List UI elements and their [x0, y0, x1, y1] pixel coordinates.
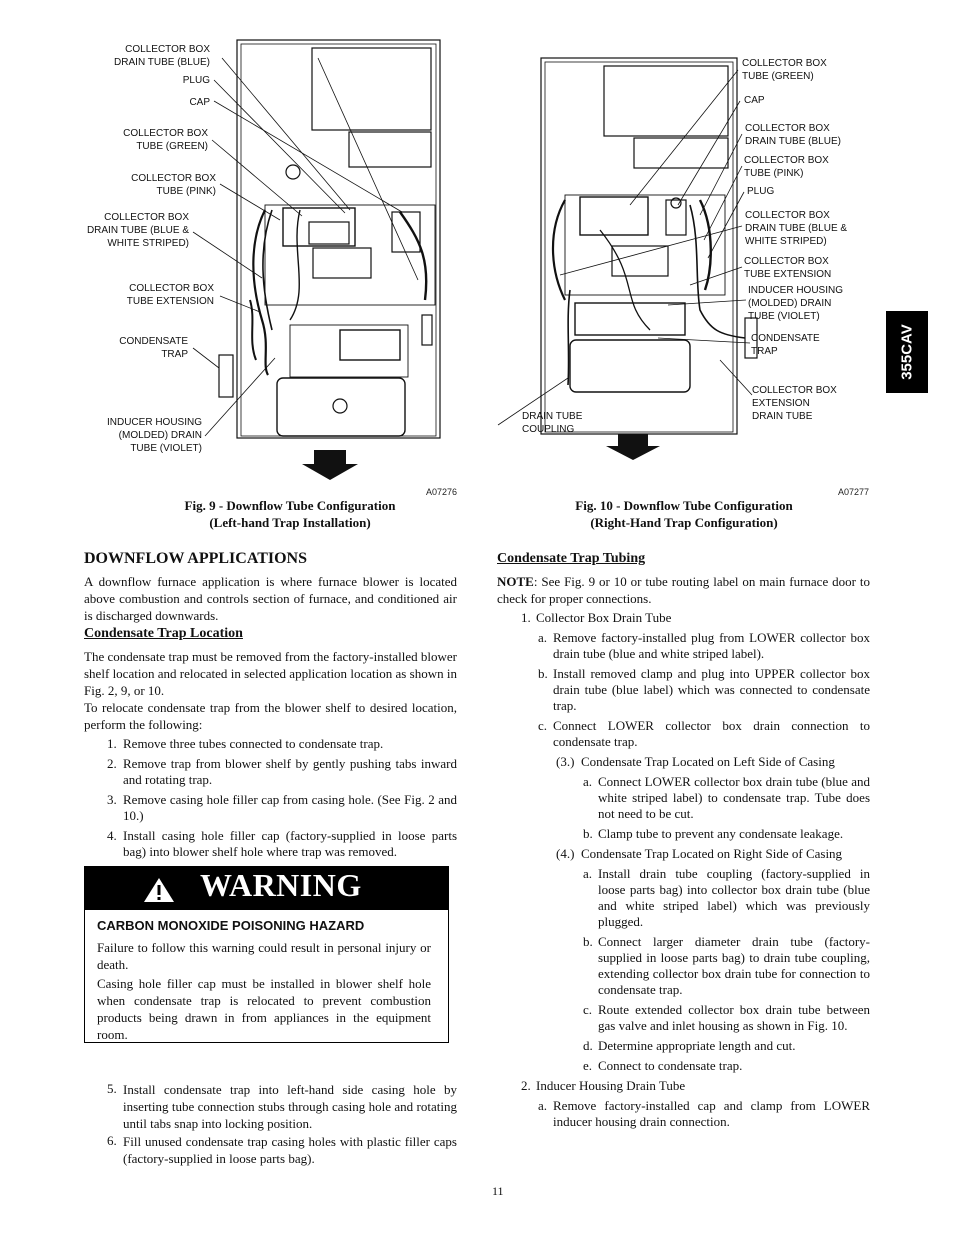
list-item: c. Connect LOWER collector box drain connection to condensate trap. — [538, 718, 870, 749]
fig9-code: A07276 — [426, 487, 458, 497]
downflow-intro: A downflow furnace application is where furnace blower is located above combustion and controls section of furnace, and conditioned air is discharged downwards. — [84, 574, 457, 623]
trap-location-heading: Condensate Trap Location — [84, 626, 243, 641]
note-text: : See Fig. 9 or 10 or tube routing label on main furnace door to check for proper connections. — [497, 574, 870, 606]
list-item: c. Route extended collector box drain tube between gas valve and inlet housing as shown in Fig. 10. — [583, 1002, 870, 1033]
list-item: b. Clamp tube to prevent any condensate leakage. — [583, 826, 844, 841]
fig10-label-drain-tube-blue: COLLECTOR BOX DRAIN TUBE (BLUE) — [745, 123, 841, 147]
list-item: b. Install removed clamp and plug into UPPER collector box drain tube (blue label) which was connected to condensate trap. — [538, 666, 870, 713]
fig9-label-tube-pink: COLLECTOR BOX TUBE (PINK) — [131, 173, 216, 197]
list-item: 1. Remove three tubes connected to condensate trap. — [107, 736, 384, 751]
fig10-caption-line1: Fig. 10 - Downflow Tube Configuration — [575, 498, 793, 513]
fig9-arrow-icon — [302, 450, 358, 480]
fig9-label-plug: PLUG — [182, 75, 210, 86]
fig9-label-inducer-housing: INDUCER HOUSING (MOLDED) DRAIN TUBE (VIOLET) — [106, 417, 202, 454]
warning-hazard-heading: CARBON MONOXIDE POISONING HAZARD — [97, 918, 365, 933]
fig10-label-drain-tube-coupling: DRAIN TUBE COUPLING — [522, 411, 583, 435]
fig10-label-tube-pink: COLLECTOR BOX TUBE (PINK) — [744, 155, 829, 179]
trap-location-p1: The condensate trap must be removed from the factory-installed blower shelf location and relocated in selected application location as shown in Fig. 2, 9, or 10. — [84, 649, 457, 698]
note-label: NOTE — [497, 574, 534, 589]
list-item: (3.) Condensate Trap Located on Left Side of Casing — [556, 754, 835, 769]
warning-p2: Casing hole filler cap must be installed in blower shelf hole when condensate trap is relocated to prevent combustion products being drawn in from appliances in the equipment room. — [97, 976, 431, 1042]
model-side-tab: 355CAV — [886, 311, 928, 393]
fig9-caption-line1: Fig. 9 - Downflow Tube Configuration — [184, 498, 396, 513]
list-item: a. Install drain tube coupling (factory-supplied in loose parts bag) into collector box drain tube (blue and white striped label) which was previously plugged. — [583, 866, 870, 929]
list-item: b. Connect larger diameter drain tube (factory-supplied in loose parts bag) to drain tube coupling, extending collector box drain tube for connection to condensate trap. — [583, 934, 870, 997]
list-item: 6. Fill unused condensate trap casing holes with plastic filler caps (factory-supplied in loose parts bag). — [107, 1133, 457, 1166]
note-paragraph — [497, 573, 870, 607]
list-item: 2. Inducer Housing Drain Tube — [521, 1078, 686, 1093]
fig10-label-inducer-housing: INDUCER HOUSING (MOLDED) DRAIN TUBE (VIOLET) — [748, 285, 844, 322]
list-item: (4.) Condensate Trap Located on Right Side of Casing — [556, 846, 843, 861]
fig10-label-drain-tube-striped: COLLECTOR BOX DRAIN TUBE (BLUE & WHITE STRIPED) — [745, 210, 848, 247]
fig9-label-drain-tube-striped: COLLECTOR BOX DRAIN TUBE (BLUE & WHITE STRIPED) — [86, 212, 189, 249]
trap-location-p2: To relocate condensate trap from the blower shelf to desired location, perform the following: — [84, 700, 457, 732]
fig9-label-cap: CAP — [189, 97, 210, 108]
fig10-label-tube-green: COLLECTOR BOX TUBE (GREEN) — [742, 58, 827, 82]
list-item: 4. Install casing hole filler cap (factory-supplied in loose parts bag) into blower shelf hole where trap was removed. — [107, 828, 457, 859]
list-item: 3. Remove casing hole filler cap from casing hole. (See Fig. 2 and 10.) — [107, 792, 457, 823]
fig10-label-plug: PLUG — [747, 186, 775, 197]
fig10-label-extension-drain-tube: COLLECTOR BOX EXTENSION DRAIN TUBE — [752, 385, 837, 422]
fig10-code: A07277 — [838, 487, 870, 497]
list-item: 1. Collector Box Drain Tube — [521, 610, 672, 625]
fig9-caption — [120, 497, 460, 531]
list-item: 2. Remove trap from blower shelf by gently pushing tabs inward and rotating trap. — [107, 756, 457, 787]
fig10-label-cap: CAP — [744, 95, 765, 106]
list-item: 5. Install condensate trap into left-hand side casing hole by inserting tube connection stubs through casing hole and rotating until tabs snap into locking position. — [107, 1081, 457, 1131]
list-item: a. Connect LOWER collector box drain tube (blue and white striped label) to condensate trap. Tube does not need to be cut. — [583, 774, 870, 821]
list-item: a. Remove factory-installed plug from LOWER collector box drain tube (blue and white striped label). — [538, 630, 870, 661]
fig10-caption-line2: (Right-Hand Trap Configuration) — [590, 515, 778, 530]
fig9-label-tube-extension: COLLECTOR BOX TUBE EXTENSION — [126, 283, 214, 307]
list-item: a. Remove factory-installed cap and clamp from LOWER inducer housing drain connection. — [538, 1098, 870, 1129]
warning-triangle-icon — [142, 876, 176, 904]
fig9-caption-line2: (Left-hand Trap Installation) — [209, 515, 371, 530]
fig10-label-tube-extension: COLLECTOR BOX TUBE EXTENSION — [744, 256, 832, 280]
warning-p1: Failure to follow this warning could result in personal injury or death. — [97, 940, 431, 972]
fig9-label-tube-green: COLLECTOR BOX TUBE (GREEN) — [123, 128, 208, 152]
fig9-label-condensate-trap: CONDENSATE TRAP — [119, 336, 188, 360]
trap-tubing-heading: Condensate Trap Tubing — [497, 551, 646, 566]
warning-title: WARNING — [200, 867, 362, 903]
fig10-caption — [514, 497, 854, 531]
list-item: d. Determine appropriate length and cut. — [583, 1038, 796, 1053]
fig10-label-condensate-trap: CONDENSATE TRAP — [751, 333, 820, 357]
fig9-label-drain-tube-blue: COLLECTOR BOX DRAIN TUBE (BLUE) — [114, 44, 210, 68]
list-item: e. Connect to condensate trap. — [583, 1058, 743, 1073]
page-number: 11 — [492, 1184, 504, 1198]
fig10-arrow-icon — [606, 434, 660, 460]
downflow-heading: DOWNFLOW APPLICATIONS — [84, 550, 307, 567]
